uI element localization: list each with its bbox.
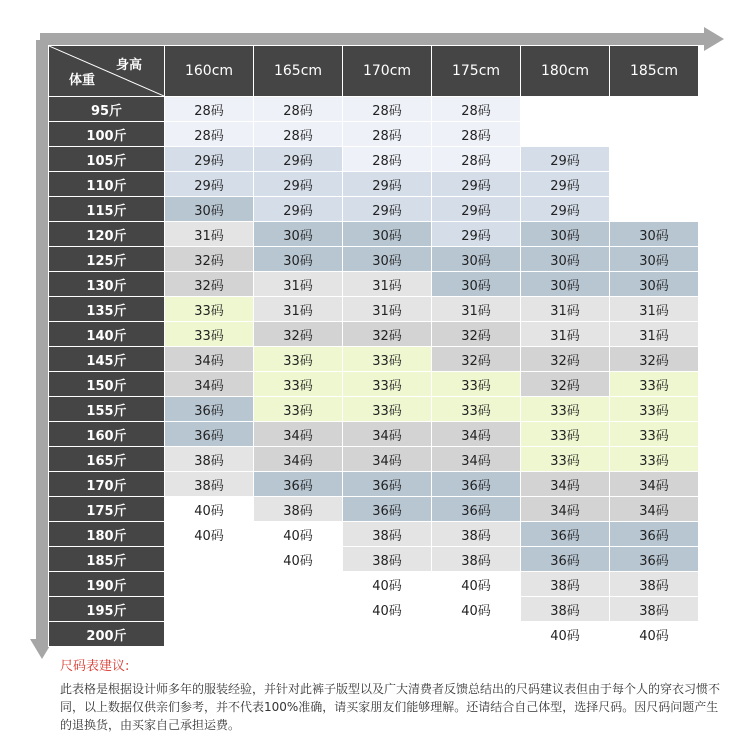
size-cell: 38码 [165, 472, 254, 497]
table-row [49, 197, 699, 222]
size-cell: 36码 [343, 472, 432, 497]
size-cell: 30码 [610, 272, 699, 297]
size-cell: 28码 [165, 122, 254, 147]
row-header: 170斤 [49, 472, 165, 497]
row-header: 105斤 [49, 147, 165, 172]
size-cell: 34码 [165, 372, 254, 397]
size-cell: 30码 [343, 247, 432, 272]
table-row [49, 422, 699, 447]
size-cell [165, 572, 254, 597]
size-cell: 31码 [521, 297, 610, 322]
row-header: 110斤 [49, 172, 165, 197]
size-cell [610, 97, 699, 122]
size-cell: 31码 [254, 272, 343, 297]
notes-body: 此表格是根据设计师多年的服装经验，并针对此裤子版型以及广大清费者反馈总结出的尺码建议表但由于每个人的穿衣习惯不同，以上数据仅供亲们参考，并不代表100%准确，请买家朋友们能够理解。还请结合自己体型，选择尺码。因尺码问题产生的退换货，由买家自己承担运费。 [60, 682, 721, 732]
size-cell: 32码 [432, 347, 521, 372]
size-cell: 38码 [343, 522, 432, 547]
table-row [49, 372, 699, 397]
size-cell: 40码 [254, 547, 343, 572]
size-cell [254, 597, 343, 622]
table-row [49, 172, 699, 197]
size-cell: 30码 [610, 247, 699, 272]
size-cell: 31码 [343, 297, 432, 322]
size-cell: 38码 [610, 572, 699, 597]
table-row [49, 497, 699, 522]
row-header: 200斤 [49, 622, 165, 647]
size-cell [254, 572, 343, 597]
size-cell: 40码 [165, 497, 254, 522]
size-cell: 38码 [610, 597, 699, 622]
size-cell: 34码 [432, 447, 521, 472]
size-cell: 28码 [432, 97, 521, 122]
size-cell [254, 622, 343, 647]
size-cell: 30码 [254, 247, 343, 272]
size-cell [165, 597, 254, 622]
size-cell: 31码 [610, 297, 699, 322]
size-cell: 28码 [254, 97, 343, 122]
size-cell: 32码 [610, 347, 699, 372]
size-cell: 32码 [521, 372, 610, 397]
size-cell: 29码 [343, 172, 432, 197]
size-cell: 29码 [521, 147, 610, 172]
size-cell: 33码 [610, 372, 699, 397]
size-cell: 30码 [521, 247, 610, 272]
size-cell: 36码 [165, 397, 254, 422]
size-cell: 36码 [254, 472, 343, 497]
size-cell: 33码 [165, 322, 254, 347]
size-cell: 38码 [521, 597, 610, 622]
size-cell [165, 622, 254, 647]
row-header: 145斤 [49, 347, 165, 372]
table-row [49, 522, 699, 547]
size-cell: 40码 [165, 522, 254, 547]
size-cell [521, 122, 610, 147]
row-header: 100斤 [49, 122, 165, 147]
size-cell: 28码 [432, 147, 521, 172]
size-cell: 32码 [165, 247, 254, 272]
size-cell: 38码 [432, 547, 521, 572]
notes-title: 尺码表建议: [60, 659, 130, 674]
size-cell: 29码 [521, 172, 610, 197]
row-header: 125斤 [49, 247, 165, 272]
height-label: 身高 [115, 58, 142, 73]
size-cell [610, 147, 699, 172]
size-cell: 38码 [165, 447, 254, 472]
row-header: 155斤 [49, 397, 165, 422]
size-cell: 40码 [432, 572, 521, 597]
size-chart-body [49, 97, 699, 647]
size-cell [343, 622, 432, 647]
size-cell: 30码 [254, 222, 343, 247]
size-cell: 29码 [254, 147, 343, 172]
column-header: 165cm [254, 46, 343, 97]
height-axis-arrowhead [704, 27, 724, 51]
size-cell [432, 622, 521, 647]
row-header: 185斤 [49, 547, 165, 572]
size-cell: 29码 [432, 222, 521, 247]
size-cell: 28码 [254, 122, 343, 147]
size-cell: 29码 [432, 197, 521, 222]
size-cell: 36码 [521, 547, 610, 572]
table-row [49, 97, 699, 122]
table-row [49, 222, 699, 247]
size-cell: 38码 [254, 497, 343, 522]
size-cell: 34码 [343, 447, 432, 472]
size-cell: 29码 [254, 197, 343, 222]
size-cell: 33码 [521, 422, 610, 447]
size-cell: 30码 [432, 247, 521, 272]
size-cell: 36码 [432, 497, 521, 522]
weight-label: 体重 [69, 73, 96, 88]
size-cell: 40码 [432, 597, 521, 622]
size-cell: 29码 [165, 172, 254, 197]
size-cell: 33码 [254, 397, 343, 422]
size-cell: 34码 [254, 447, 343, 472]
row-header: 195斤 [49, 597, 165, 622]
table-row [49, 397, 699, 422]
table-row [49, 247, 699, 272]
size-cell: 28码 [165, 97, 254, 122]
row-header: 190斤 [49, 572, 165, 597]
size-cell: 29码 [165, 147, 254, 172]
size-cell: 28码 [432, 122, 521, 147]
size-cell: 29码 [521, 197, 610, 222]
size-cell: 30码 [521, 222, 610, 247]
size-cell: 40码 [254, 522, 343, 547]
size-cell: 34码 [343, 422, 432, 447]
size-cell: 32码 [343, 322, 432, 347]
size-cell: 34码 [432, 422, 521, 447]
table-row [49, 147, 699, 172]
size-cell: 33码 [343, 347, 432, 372]
row-header: 115斤 [49, 197, 165, 222]
size-cell: 33码 [610, 397, 699, 422]
size-cell: 36码 [521, 522, 610, 547]
size-cell: 31码 [165, 222, 254, 247]
row-header: 180斤 [49, 522, 165, 547]
size-cell: 40码 [610, 622, 699, 647]
size-cell: 30码 [432, 272, 521, 297]
header-row [49, 46, 699, 97]
table-row [49, 122, 699, 147]
size-cell: 33码 [254, 347, 343, 372]
diagonal-divider [49, 46, 164, 96]
table-row [49, 447, 699, 472]
row-header: 120斤 [49, 222, 165, 247]
size-cell: 33码 [343, 397, 432, 422]
size-cell: 33码 [610, 447, 699, 472]
notes-section [60, 655, 725, 734]
size-cell: 30码 [343, 222, 432, 247]
table-row [49, 597, 699, 622]
size-cell: 36码 [343, 497, 432, 522]
table-row [49, 622, 699, 647]
size-cell: 36码 [432, 472, 521, 497]
size-cell: 33码 [521, 397, 610, 422]
size-cell: 31码 [610, 322, 699, 347]
size-cell [165, 547, 254, 572]
row-header: 175斤 [49, 497, 165, 522]
size-cell: 34码 [254, 422, 343, 447]
size-cell: 36码 [610, 547, 699, 572]
size-cell [521, 97, 610, 122]
column-header: 160cm [165, 46, 254, 97]
size-cell: 29码 [432, 172, 521, 197]
size-cell: 34码 [521, 472, 610, 497]
corner-header [49, 46, 165, 97]
row-header: 140斤 [49, 322, 165, 347]
size-cell: 28码 [343, 122, 432, 147]
column-header: 180cm [521, 46, 610, 97]
size-cell: 33码 [432, 397, 521, 422]
size-cell: 33码 [165, 297, 254, 322]
table-row [49, 572, 699, 597]
size-cell: 31码 [343, 272, 432, 297]
size-cell: 30码 [610, 222, 699, 247]
size-cell: 38码 [343, 547, 432, 572]
row-header: 130斤 [49, 272, 165, 297]
size-cell: 38码 [432, 522, 521, 547]
size-cell: 29码 [254, 172, 343, 197]
size-cell: 30码 [165, 197, 254, 222]
row-header: 165斤 [49, 447, 165, 472]
table-row [49, 347, 699, 372]
row-header: 160斤 [49, 422, 165, 447]
size-cell: 32码 [165, 272, 254, 297]
size-cell: 33码 [432, 372, 521, 397]
row-header: 135斤 [49, 297, 165, 322]
size-cell: 33码 [343, 372, 432, 397]
height-axis-arrow [40, 33, 705, 45]
size-cell: 30码 [521, 272, 610, 297]
size-cell: 28码 [343, 147, 432, 172]
size-cell: 33码 [254, 372, 343, 397]
size-cell [610, 197, 699, 222]
size-cell: 34码 [165, 347, 254, 372]
size-cell: 28码 [343, 97, 432, 122]
size-cell: 34码 [521, 497, 610, 522]
size-cell: 40码 [343, 572, 432, 597]
size-cell: 36码 [610, 522, 699, 547]
size-cell: 34码 [610, 472, 699, 497]
table-row [49, 472, 699, 497]
size-cell: 31码 [432, 297, 521, 322]
row-header: 95斤 [49, 97, 165, 122]
column-header: 185cm [610, 46, 699, 97]
size-cell: 29码 [343, 197, 432, 222]
size-cell: 31码 [254, 297, 343, 322]
column-header: 175cm [432, 46, 521, 97]
weight-axis-arrow [36, 40, 48, 640]
size-cell: 32码 [432, 322, 521, 347]
row-header: 150斤 [49, 372, 165, 397]
size-cell: 36码 [165, 422, 254, 447]
size-cell: 31码 [521, 322, 610, 347]
table-row [49, 297, 699, 322]
table-row [49, 547, 699, 572]
size-cell: 40码 [521, 622, 610, 647]
size-cell: 32码 [254, 322, 343, 347]
size-chart-table [48, 45, 699, 647]
size-cell: 32码 [521, 347, 610, 372]
table-row [49, 322, 699, 347]
size-cell: 38码 [521, 572, 610, 597]
size-cell [610, 122, 699, 147]
size-cell: 40码 [343, 597, 432, 622]
table-row [49, 272, 699, 297]
column-header: 170cm [343, 46, 432, 97]
size-cell: 34码 [610, 497, 699, 522]
size-cell: 33码 [610, 422, 699, 447]
size-cell [610, 172, 699, 197]
size-cell: 33码 [521, 447, 610, 472]
